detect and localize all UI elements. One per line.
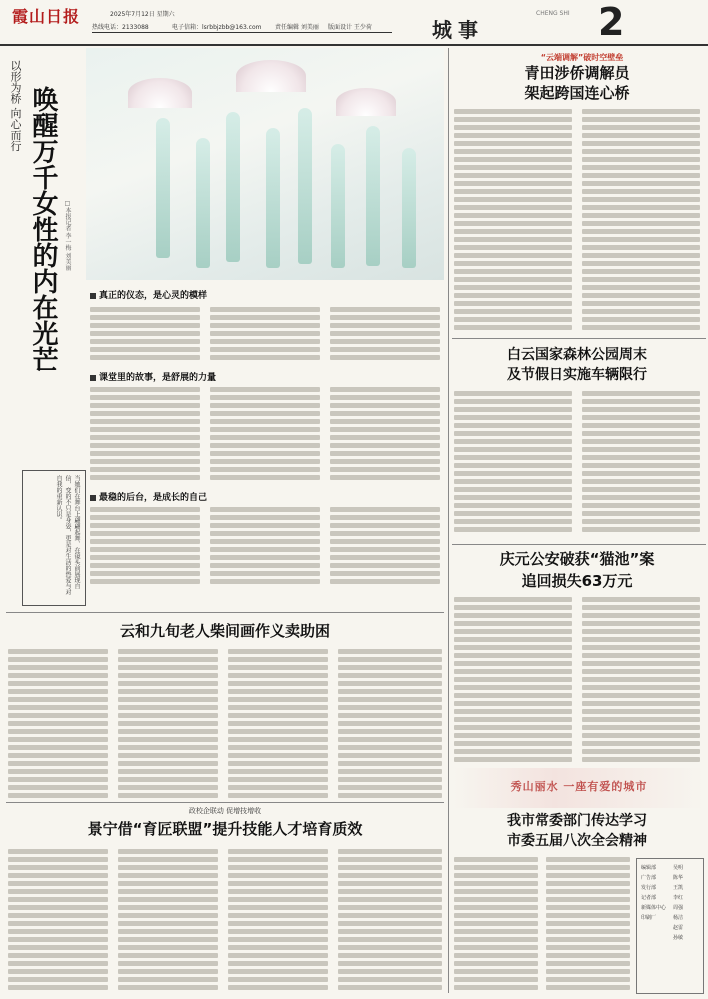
page-number: 2	[598, 0, 625, 44]
hotline: 热线电话：2133088	[92, 24, 149, 31]
bottom-story-headline: 景宁借“育匠联盟”提升技能人才培育质效	[87, 820, 363, 838]
right-top-headline-1: 青田涉侨调解员	[524, 64, 630, 82]
bottom-story-body	[8, 846, 442, 992]
right-mid-body	[454, 388, 702, 538]
mid-top-rule	[6, 612, 444, 613]
city-banner-text: 秀山丽水 一座有爱的城市	[510, 780, 648, 793]
dancer-figure	[196, 138, 210, 268]
right-bottom-headline-1: 我市常委部门传达学习	[507, 813, 647, 829]
lead-side-kicker: 以形为桥 向心而行	[9, 60, 22, 152]
right-divider-1	[452, 338, 706, 339]
section-en: CHENG SHI	[536, 10, 570, 17]
contact-label: 新媒体中心	[641, 905, 667, 911]
contact-label: 编辑部	[641, 865, 657, 871]
city-banner	[454, 768, 704, 808]
umbrella-shape	[336, 88, 396, 116]
contact-label: 记者部	[641, 895, 657, 901]
editor-credit: 责任编辑 刘美丽	[275, 24, 319, 31]
right-mid-headline-2: 及节假日实施车辆限行	[507, 367, 647, 383]
lead-byline: □本报记者 李一梅 刘美丽	[64, 200, 71, 271]
section-title: 城事	[432, 18, 484, 42]
lead-body-1	[90, 304, 442, 366]
contact-name: 杨洁	[673, 915, 684, 921]
contact-box	[636, 858, 704, 994]
contact-name: 周强	[673, 905, 684, 911]
right-top-kicker: “云端调解”破时空壁垒	[540, 53, 624, 62]
lead-subhead-1: 真正的仪态，是心灵的模样	[90, 288, 207, 301]
masthead-rule	[92, 32, 392, 33]
dancer-figure	[402, 148, 416, 268]
contact-name: 赵雷	[673, 925, 684, 931]
pull-quote	[22, 470, 86, 606]
umbrella-shape	[128, 78, 192, 108]
dancer-figure	[298, 108, 312, 264]
police-headline-2: 追回损失63万元	[521, 572, 633, 590]
masthead	[0, 0, 708, 46]
pull-quote-text: 当她们在舞台上翩翩起舞、在镜头前展现自信，变的不只是身姿，更是对生活的热爱与对自我的重新认识。	[55, 475, 80, 595]
right-divider-2	[452, 544, 706, 545]
dancer-figure	[266, 128, 280, 268]
column-divider	[448, 48, 449, 993]
lead-body-2	[90, 384, 442, 484]
contact-label: 发行部	[641, 885, 657, 891]
police-body	[454, 594, 702, 764]
right-bottom-body	[454, 854, 630, 994]
designer-credit: 版面设计 王少荷	[328, 24, 372, 31]
umbrella-shape	[236, 60, 306, 92]
contact-name: 李红	[673, 895, 684, 901]
bottom-top-rule	[6, 802, 444, 803]
dancer-figure	[226, 112, 240, 262]
contact-label: 广告部	[641, 875, 657, 881]
dancer-figure	[366, 126, 380, 266]
lead-photo	[86, 48, 444, 280]
dancer-figure	[156, 118, 170, 258]
newspaper-logo: 霞山日报	[12, 7, 81, 26]
right-bottom-headline-2: 市委五届八次全会精神	[507, 833, 647, 849]
dancer-figure	[331, 144, 345, 268]
issue-date: 2025年7月12日 星期六	[110, 11, 175, 18]
lead-body-3	[90, 504, 442, 594]
lead-headline: 唤醒万千女性的内在光芒	[28, 86, 58, 372]
contact-name: 王凯	[673, 885, 684, 891]
contact-label: 印刷厂	[641, 915, 657, 921]
police-headline-1: 庆元公安破获“猫池”案	[499, 550, 655, 568]
right-top-headline-2: 架起跨国连心桥	[524, 84, 630, 102]
contact-name: 陈华	[673, 875, 684, 881]
bottom-story-kicker: 政校企联动 促增技增收	[188, 807, 262, 815]
lead-subhead-3: 最稳的后台，是成长的自己	[90, 490, 207, 503]
contact-name: 孙敏	[673, 935, 684, 941]
mid-story-headline: 云和九旬老人柴间画作义卖助困	[119, 622, 330, 640]
right-mid-headline-1: 白云国家森林公园周末	[507, 347, 647, 363]
header-rule	[0, 44, 708, 46]
contact-name: 吴明	[673, 865, 684, 871]
right-top-body	[454, 106, 702, 334]
lead-subhead-2: 课堂里的故事，是舒展的力量	[90, 370, 216, 383]
email: 电子信箱：lsrbbjzbb@163.com	[172, 24, 262, 31]
mid-story-body	[8, 646, 442, 798]
